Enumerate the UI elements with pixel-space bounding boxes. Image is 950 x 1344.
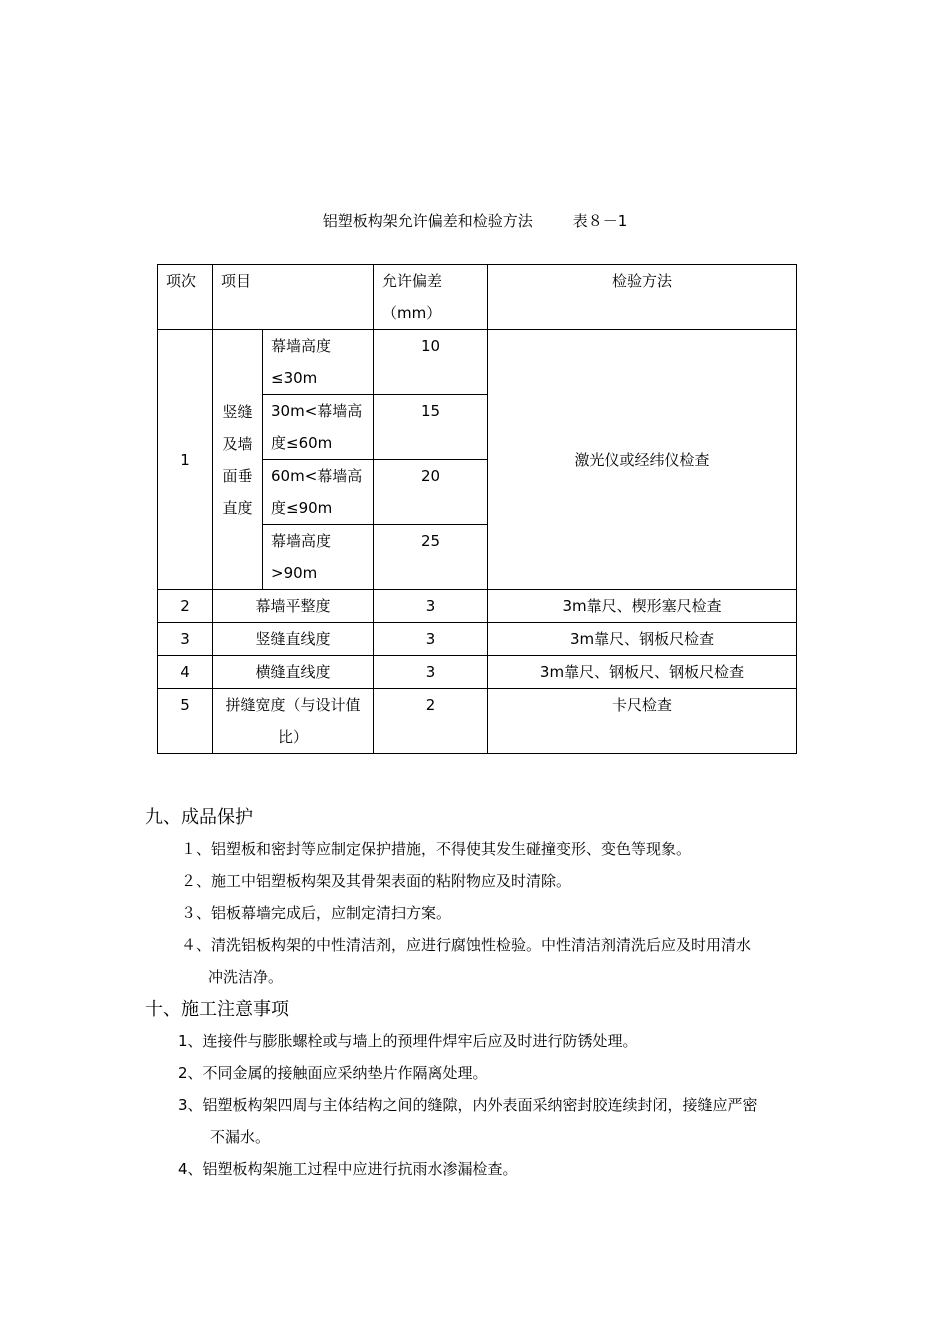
row1-method: 激光仪或经纬仪检查: [488, 330, 797, 590]
row-no: 4: [158, 656, 213, 689]
header-method: 检验方法: [488, 265, 797, 330]
section-10-item: 3、铝塑板构架四周与主体结构之间的缝隙，内外表面采纳密封胶连续封闭，接缝应严密: [178, 1096, 758, 1114]
table-row: [158, 689, 797, 754]
row-item: 竖缝直线度: [213, 623, 374, 656]
tolerance-table: [157, 264, 797, 754]
section-10-heading: 十、施工注意事项: [145, 999, 289, 1020]
row-no: 5: [158, 689, 213, 754]
section-9-item: ４、清洗铝板构架的中性清洁剂，应进行腐蚀性检验。中性清洁剂清洗后应及时用清水: [181, 936, 752, 954]
row1-sub-value: 20: [374, 460, 488, 525]
row-value: 3: [374, 656, 488, 689]
row-method: 3m靠尺、楔形塞尺检查: [488, 590, 797, 623]
header-no: 项次: [158, 265, 213, 330]
row-item: 幕墙平整度: [213, 590, 374, 623]
table-header-row: [158, 265, 797, 330]
header-tolerance: 允许偏差（mm）: [374, 265, 488, 330]
section-9-item: 冲洗洁净。: [208, 968, 284, 986]
header-item: 项目: [213, 265, 374, 330]
table-caption: [0, 210, 950, 231]
row1-group: 竖缝及墙面垂直度: [213, 330, 263, 590]
table-row: [158, 623, 797, 656]
row-no: 2: [158, 590, 213, 623]
row1-sub-label: 幕墙高度≤30m: [263, 330, 374, 395]
row1-no: 1: [158, 330, 213, 590]
row-value: 3: [374, 590, 488, 623]
section-9-item: ３、铝板幕墙完成后，应制定清扫方案。: [181, 904, 452, 922]
row-method: 卡尺检查: [488, 689, 797, 754]
section-9-heading: 九、成品保护: [145, 807, 253, 828]
section-10-item: 4、铝塑板构架施工过程中应进行抗雨水渗漏检查。: [178, 1160, 518, 1178]
table-row: [158, 330, 797, 395]
row1-sub-label: 60m<幕墙高度≤90m: [263, 460, 374, 525]
section-10-item: 1、连接件与膨胀螺栓或与墙上的预埋件焊牢后应及时进行防锈处理。: [178, 1032, 638, 1050]
row1-sub-value: 10: [374, 330, 488, 395]
table-title: 铝塑板构架允许偏差和检验方法: [322, 212, 533, 230]
section-10-item: 2、不同金属的接触面应采纳垫片作隔离处理。: [178, 1064, 488, 1082]
row-value: 3: [374, 623, 488, 656]
row-item: 横缝直线度: [213, 656, 374, 689]
row-method: 3m靠尺、钢板尺检查: [488, 623, 797, 656]
row-item: 拼缝宽度（与设计值比）: [213, 689, 374, 754]
row-no: 3: [158, 623, 213, 656]
table-row: [158, 656, 797, 689]
table-number: 表８－1: [572, 212, 628, 230]
section-9-item: １、铝塑板和密封等应制定保护措施，不得使其发生碰撞变形、变色等现象。: [181, 840, 692, 858]
row1-sub-value: 15: [374, 395, 488, 460]
row1-sub-label: 30m<幕墙高度≤60m: [263, 395, 374, 460]
row1-sub-label: 幕墙高度>90m: [263, 525, 374, 590]
table-row: [158, 590, 797, 623]
row-value: 2: [374, 689, 488, 754]
row1-sub-value: 25: [374, 525, 488, 590]
section-10-item: 不漏水。: [210, 1128, 271, 1146]
section-9-item: ２、施工中铝塑板构架及其骨架表面的粘附物应及时清除。: [181, 872, 572, 890]
row-method: 3m靠尺、钢板尺、钢板尺检查: [488, 656, 797, 689]
